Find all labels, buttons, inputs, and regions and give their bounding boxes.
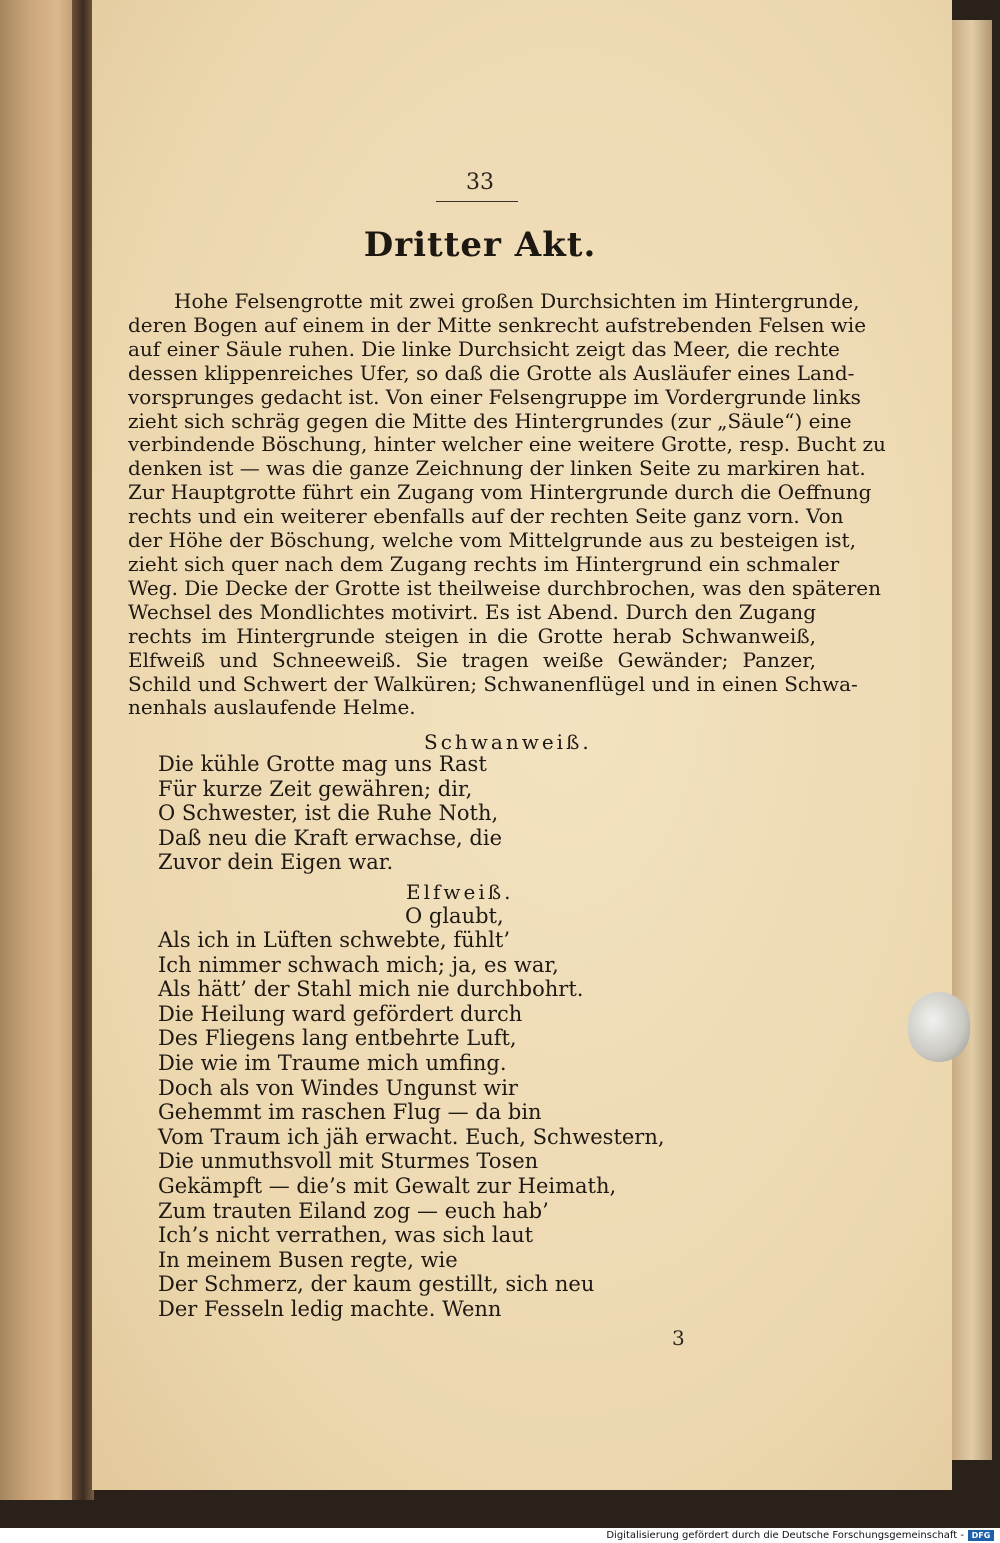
verse-line: Die unmuthsvoll mit Sturmes Tosen (158, 1149, 539, 1174)
verse-first-line: O glaubt, (405, 904, 504, 928)
verse-line: Ich nimmer schwach mich; ja, es war, (158, 952, 559, 977)
speaker-name: Elfweiß. (406, 880, 514, 904)
stage-direction-line: dessen klippenreiches Ufer, so daß die Grotte als Ausläufer eines Land- (128, 360, 855, 385)
book-gutter (72, 0, 94, 1500)
verse-line: Als ich in Lüften schwebte, fühlt’ (158, 928, 511, 952)
stage-direction-line: Hohe Felsengrotte mit zwei großen Durchsichten im Hintergrunde, (174, 289, 860, 313)
verse-line: Zuvor dein Eigen war. (158, 850, 394, 875)
verse-line: Für kurze Zeit gewähren; dir, (158, 776, 473, 801)
verse-line: Die wie im Traume mich umfing. (158, 1050, 507, 1075)
page-number: 33 (466, 170, 494, 195)
sheet-signature-number: 3 (672, 1326, 685, 1350)
speech-verse (158, 928, 665, 1322)
stage-direction-line: Schild und Schwert der Walküren; Schwanenflügel und in einen Schwa- (128, 671, 858, 696)
stage-direction-line: verbindende Böschung, hinter welcher eine weitere Grotte, resp. Bucht zu (128, 432, 886, 457)
verse-line: Die Heilung ward gefördert durch (158, 1001, 523, 1026)
verse-line: Daß neu die Kraft erwachse, die (158, 825, 502, 850)
verse-line: Ich’s nicht verrathen, was sich laut (158, 1223, 534, 1248)
verse-line: Der Schmerz, der kaum gestillt, sich neu (158, 1272, 595, 1297)
stage-direction-line: Wechsel des Mondlichtes motivirt. Es ist Abend. Durch den Zugang (128, 599, 816, 624)
verse-line: Der Fesseln ledig machte. Wenn (158, 1296, 502, 1321)
stage-direction (128, 289, 886, 720)
verse-line: O Schwester, ist die Ruhe Noth, (158, 801, 499, 826)
verse-line: Zum trauten Eiland zog — euch hab’ (158, 1198, 549, 1223)
stage-direction-line: Zur Hauptgrotte führt ein Zugang vom Hintergrunde durch die Oeffnung (128, 480, 872, 505)
page-stack-edge (952, 20, 992, 1460)
stage-direction-line: denken ist — was die ganze Zeichnung der linken Seite zu markiren hat. (128, 456, 866, 481)
verse-line: Des Fliegens lang entbehrte Luft, (158, 1026, 517, 1051)
page-clip (908, 992, 970, 1062)
stage-direction-line: nenhals auslaufende Helme. (128, 695, 416, 720)
page-number-rule (436, 201, 518, 202)
verse-line: Gehemmt im raschen Flug — da bin (158, 1100, 542, 1125)
stage-direction-line: Elfweiß und Schneeweiß. Sie tragen weiße Gewänder; Panzer, (128, 647, 816, 672)
stage-direction-line: zieht sich schräg gegen die Mitte des Hintergrundes (zur „Säule“) eine (128, 408, 852, 433)
stage-direction-line: zieht sich quer nach dem Zugang rechts im Hintergrund ein schmaler (128, 551, 840, 576)
stage-direction-line: vorsprunges gedacht ist. Von einer Felsengruppe im Vordergrunde links (128, 384, 861, 409)
verse-line: Die kühle Grotte mag uns Rast (158, 752, 487, 776)
speech-verse (158, 752, 502, 875)
act-title: Dritter Akt. (363, 225, 597, 265)
left-page-edge (0, 0, 72, 1500)
footer-credit: Digitalisierung gefördert durch die Deutsche Forschungsgemeinschaft - (606, 1530, 964, 1541)
verse-line: Gekämpft — die’s mit Gewalt zur Heimath, (158, 1173, 617, 1198)
footer-bar (0, 1528, 1000, 1543)
stage-direction-line: deren Bogen auf einem in der Mitte senkrecht aufstrebenden Felsen wie (128, 312, 867, 337)
stage-direction-line: rechts im Hintergrunde steigen in die Grotte herab Schwanweiß, (128, 623, 816, 648)
stage-direction-line: der Höhe der Böschung, welche vom Mittelgrunde aus zu besteigen ist, (128, 528, 856, 553)
speaker-name: Schwanweiß. (424, 730, 592, 754)
verse-line: Als hätt’ der Stahl mich nie durchbohrt. (158, 977, 584, 1002)
verse-line: Vom Traum ich jäh erwacht. Euch, Schwestern, (158, 1124, 665, 1149)
stage-direction-line: rechts und ein weiterer ebenfalls auf der rechten Seite ganz vorn. Von (128, 504, 844, 529)
stage-direction-line: Weg. Die Decke der Grotte ist theilweise durchbrochen, was den späteren (128, 575, 882, 600)
verse-line: In meinem Busen regte, wie (158, 1247, 458, 1272)
dfg-logo: DFG (968, 1530, 994, 1541)
verse-line: Doch als von Windes Ungunst wir (158, 1075, 518, 1100)
stage-direction-line: auf einer Säule ruhen. Die linke Durchsicht zeigt das Meer, die rechte (128, 336, 840, 361)
